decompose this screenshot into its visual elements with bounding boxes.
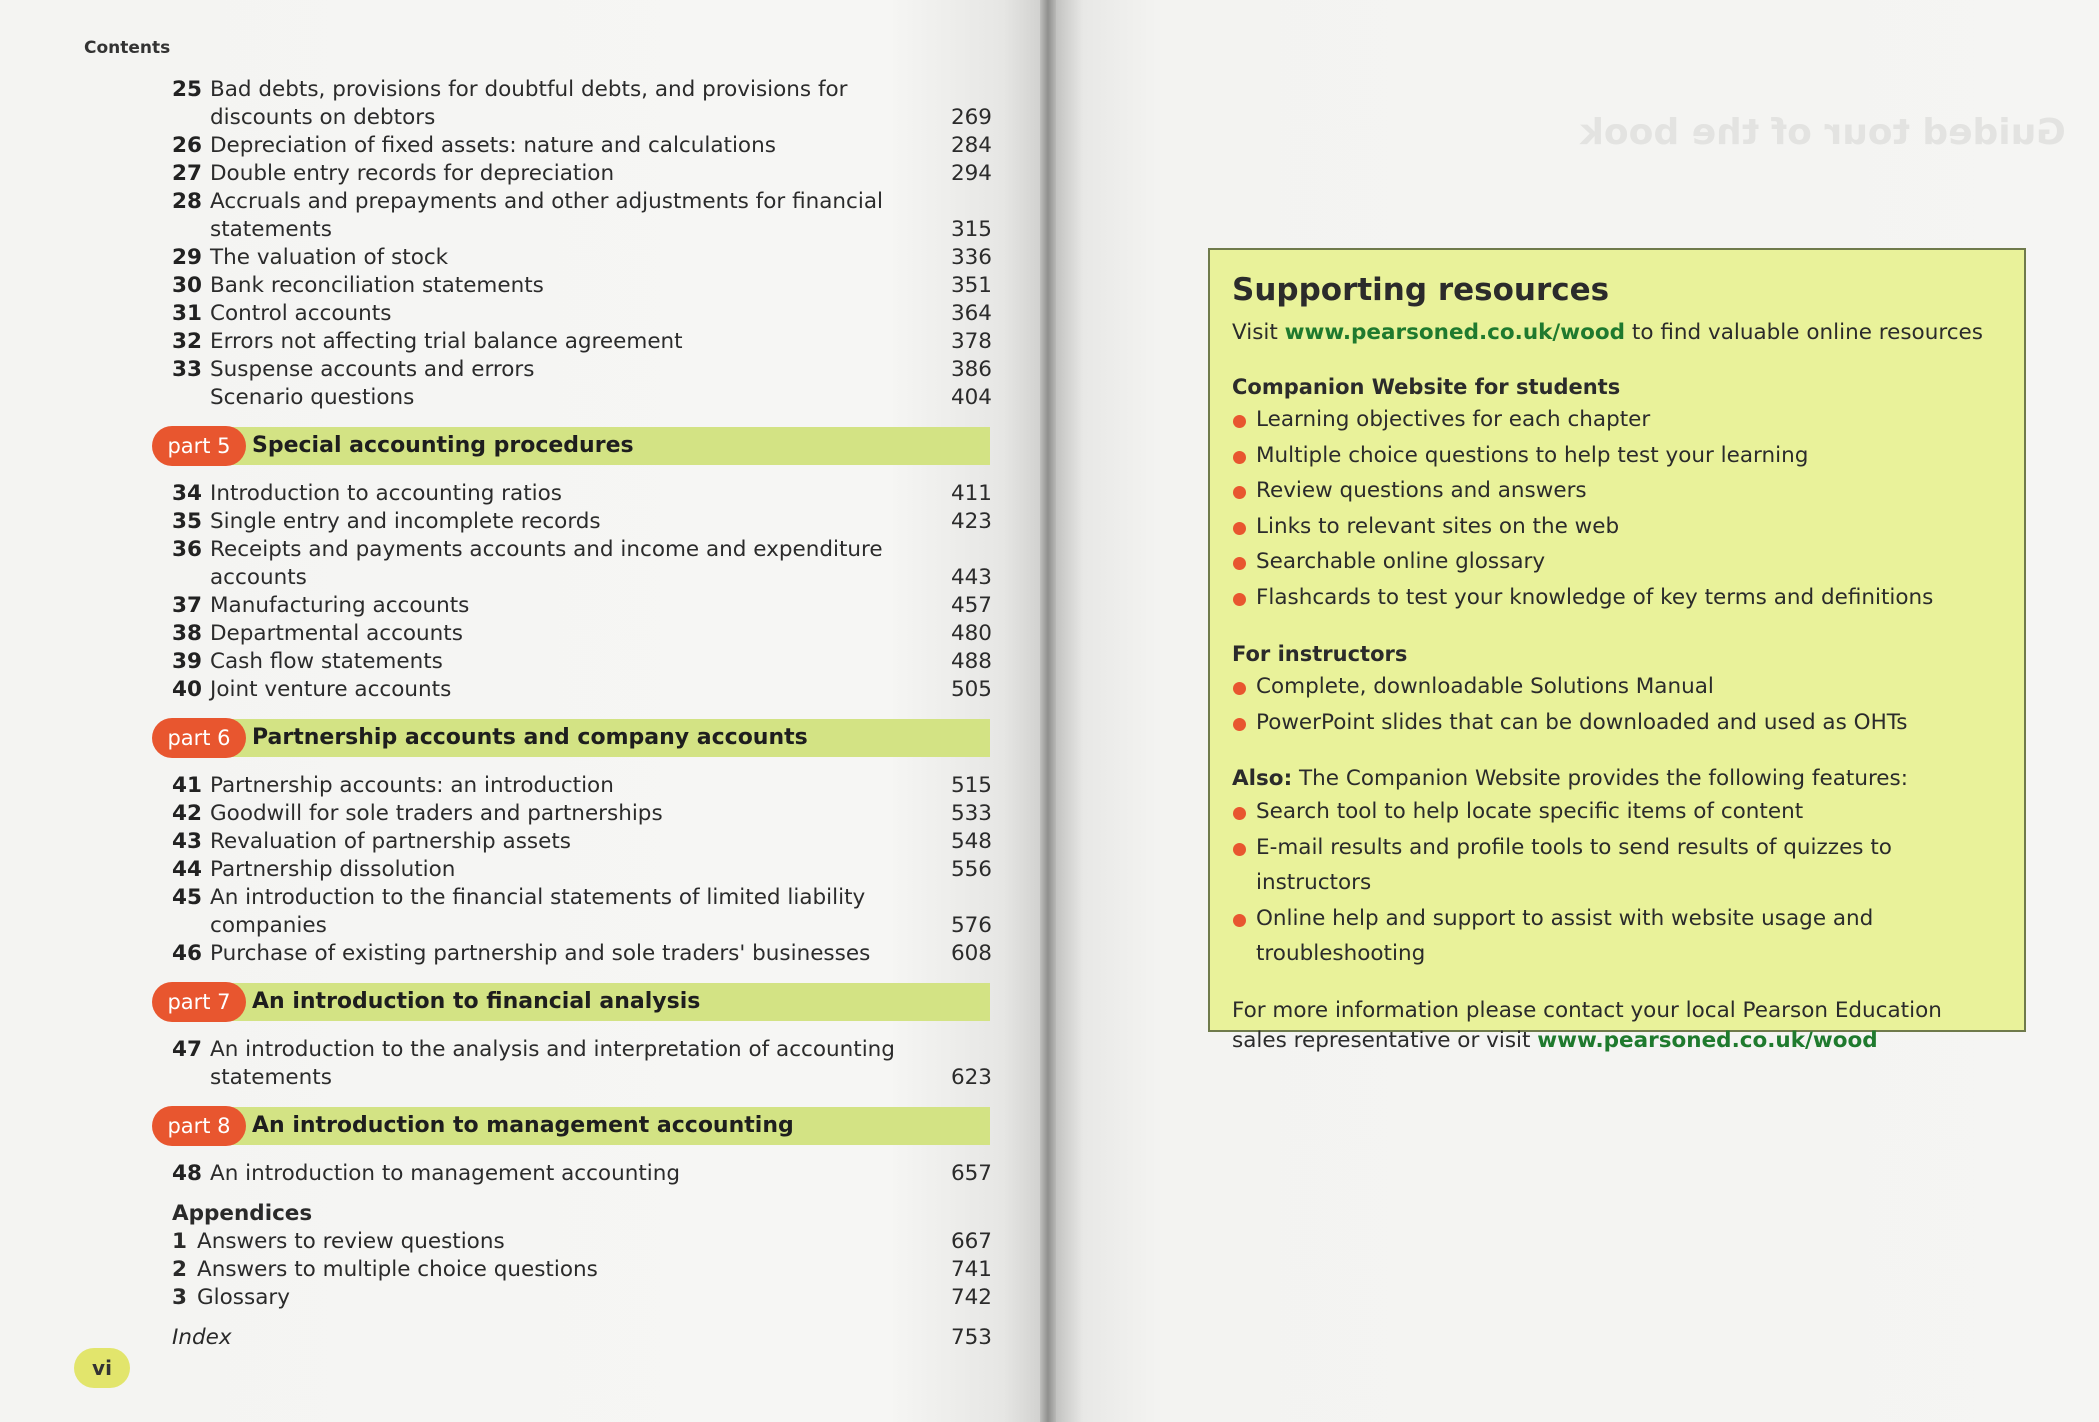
- book-gutter: [1040, 0, 1056, 1422]
- page-number: 284: [950, 133, 992, 158]
- bullet-text: Multiple choice questions to help test your learning: [1256, 442, 1809, 468]
- part-title: Special accounting procedures: [252, 433, 634, 458]
- toc-entry: [172, 300, 992, 328]
- bullet-dot-icon: [1233, 718, 1246, 731]
- chapter-number: 32: [172, 329, 202, 354]
- bullet-text: Learning objectives for each chapter: [1256, 407, 1651, 432]
- page-number: 741: [950, 1257, 992, 1282]
- toc-block-3: [172, 772, 992, 968]
- part-banner-7: [152, 982, 990, 1022]
- chapter-title: Partnership accounts: an introduction: [210, 773, 614, 798]
- bullet-text: Links to relevant sites on the web: [1256, 513, 1620, 539]
- chapter-title: Purchase of existing partnership and sole traders' businesses: [210, 941, 871, 966]
- page-number: 411: [950, 481, 992, 506]
- bullet-text: Online help and support to assist with website usage and troubleshooting: [1256, 905, 1874, 966]
- contact-paragraph: [1232, 996, 2002, 1056]
- chapter-title: Introduction to accounting ratios: [210, 481, 562, 506]
- chapter-number: 42: [172, 801, 202, 826]
- toc-entry: [172, 676, 992, 704]
- bullet-item: [1232, 580, 2002, 616]
- page-number: 548: [950, 829, 992, 854]
- page-number: 443: [950, 565, 992, 590]
- page-number: 576: [950, 913, 992, 938]
- toc-entry: [172, 272, 992, 300]
- part-title: An introduction to management accounting: [252, 1113, 794, 1138]
- page-number: 364: [950, 301, 992, 326]
- students-list: [1232, 402, 2002, 615]
- page-number: 488: [950, 649, 992, 674]
- toc-entry: [172, 856, 992, 884]
- chapter-title: Depreciation of fixed assets: nature and calculations: [210, 133, 776, 158]
- toc-entry: [172, 940, 992, 968]
- chapter-number: 36: [172, 537, 202, 562]
- bullet-item: [1232, 509, 2002, 545]
- page-number: 480: [950, 621, 992, 646]
- chapter-title: Scenario questions: [210, 385, 415, 410]
- instructors-list: [1232, 669, 2002, 740]
- page-number: 336: [950, 245, 992, 270]
- appendices-heading: Appendices: [172, 1201, 313, 1226]
- chapter-title: Single entry and incomplete records: [210, 509, 601, 534]
- chapter-title: Revaluation of partnership assets: [210, 829, 571, 854]
- bullet-dot-icon: [1233, 914, 1246, 927]
- appendix-title: Answers to multiple choice questions: [197, 1257, 598, 1282]
- bullet-dot-icon: [1233, 486, 1246, 499]
- page-number: 505: [950, 677, 992, 702]
- toc-entry: [172, 76, 992, 132]
- chapter-number: 45: [172, 885, 202, 910]
- bullet-item: [1232, 438, 2002, 474]
- chapter-title: Cash flow statements: [210, 649, 443, 674]
- chapter-number: 39: [172, 649, 202, 674]
- chapter-number: 35: [172, 509, 202, 534]
- toc-entry: [172, 356, 992, 384]
- page-number-badge: vi: [74, 1348, 130, 1388]
- chapter-title: An introduction to management accounting: [210, 1161, 681, 1186]
- chapter-title: Bad debts, provisions for doubtful debts, and provisions for discounts on debtors: [210, 77, 848, 130]
- chapter-title: Departmental accounts: [210, 621, 463, 646]
- bullet-dot-icon: [1233, 415, 1246, 428]
- bullet-text: Review questions and answers: [1256, 478, 1587, 503]
- appendix-entry: [172, 1228, 992, 1256]
- bullet-text: E-mail results and profile tools to send results of quizzes to instructors: [1256, 834, 1892, 895]
- toc-entry: [172, 244, 992, 272]
- supporting-resources-box: [1208, 248, 2026, 1053]
- chapter-number: 46: [172, 941, 202, 966]
- part-label: part 7: [152, 982, 246, 1022]
- chapter-title: An introduction to the financial statements of limited liability companies: [210, 885, 866, 938]
- chapter-number: 47: [172, 1037, 202, 1062]
- website-link[interactable]: www.pearsoned.co.uk/wood: [1284, 320, 1626, 345]
- also-line: [1232, 764, 2002, 794]
- bullet-text: Searchable online glossary: [1256, 549, 1546, 574]
- page-number: 269: [950, 105, 992, 130]
- chapter-number: 44: [172, 857, 202, 882]
- page-number: 423: [950, 509, 992, 534]
- page-number: 608: [950, 941, 992, 966]
- box-heading: Supporting resources: [1232, 272, 1610, 308]
- bullet-text: PowerPoint slides that can be downloaded and used as OHTs: [1256, 709, 1908, 735]
- chapter-number: 28: [172, 189, 202, 214]
- chapter-title: Receipts and payments accounts and income and expenditure accounts: [210, 537, 883, 590]
- toc-entry: [172, 772, 992, 800]
- chapter-number: 37: [172, 593, 202, 618]
- appendix-entry: [172, 1284, 992, 1312]
- chapter-number: 30: [172, 273, 202, 298]
- chapter-number: 31: [172, 301, 202, 326]
- page-number: 294: [950, 161, 992, 186]
- also-label: Also:: [1232, 766, 1293, 791]
- chapter-number: 33: [172, 357, 202, 382]
- bullet-item: [1232, 544, 2002, 580]
- page-number: 533: [950, 801, 992, 826]
- bullet-item: [1232, 794, 2002, 830]
- toc-entry: [172, 132, 992, 160]
- instructors-heading: For instructors: [1232, 642, 1408, 666]
- chapter-title: An introduction to the analysis and interpretation of accounting statements: [210, 1037, 895, 1090]
- features-list: [1232, 794, 2002, 972]
- part-label: part 8: [152, 1106, 246, 1146]
- toc-entry: [172, 592, 992, 620]
- page-number: 515: [950, 773, 992, 798]
- toc-entry: [172, 828, 992, 856]
- toc-entry: [172, 1160, 992, 1188]
- part-banner-6: [152, 718, 990, 758]
- toc-block-4: [172, 1036, 992, 1092]
- chapter-title: Suspense accounts and errors: [210, 357, 535, 382]
- appendix-entry: [172, 1256, 992, 1284]
- toc-entry: [172, 1036, 992, 1092]
- chapter-number: 34: [172, 481, 202, 506]
- toc-entry: [172, 648, 992, 676]
- chapter-number: 43: [172, 829, 202, 854]
- bullet-item: [1232, 705, 2002, 741]
- page-number: 556: [950, 857, 992, 882]
- appendices-list: [172, 1228, 992, 1312]
- contact-link[interactable]: www.pearsoned.co.uk/wood: [1537, 1027, 1878, 1053]
- toc-entry: [172, 800, 992, 828]
- toc-block-2: [172, 480, 992, 704]
- intro-suffix: to find valuable online resources: [1625, 320, 1983, 345]
- chapter-number: 25: [172, 77, 202, 102]
- chapter-title: Manufacturing accounts: [210, 593, 470, 618]
- appendix-title: Glossary: [197, 1285, 290, 1310]
- chapter-title: Partnership dissolution: [210, 857, 456, 882]
- toc-entry: [172, 884, 992, 940]
- bullet-item: [1232, 402, 2002, 438]
- index-title: Index: [172, 1325, 232, 1350]
- toc-entry: [172, 384, 992, 412]
- toc-entry: [172, 508, 992, 536]
- chapter-number: 38: [172, 621, 202, 646]
- toc-entry: [172, 620, 992, 648]
- toc-block-5: [172, 1160, 992, 1188]
- chapter-title: Joint venture accounts: [210, 677, 452, 702]
- chapter-title: Accruals and prepayments and other adjustments for financial statements: [210, 189, 883, 242]
- chapter-title: Goodwill for sole traders and partnerships: [210, 801, 663, 826]
- toc-block-1: [172, 76, 992, 412]
- bullet-text: Search tool to help locate specific items of content: [1256, 799, 1804, 824]
- index-entry: [172, 1324, 992, 1352]
- contact-text: For more information please contact your local Pearson Education sales representative or visit: [1232, 997, 1942, 1053]
- index-page: 753: [950, 1325, 992, 1350]
- part-banner-8: [152, 1106, 990, 1146]
- page-number: 623: [950, 1065, 992, 1090]
- part-label: part 6: [152, 718, 246, 758]
- bullet-dot-icon: [1233, 682, 1246, 695]
- chapter-title: Control accounts: [210, 301, 392, 326]
- page-number: 378: [950, 329, 992, 354]
- page-number: 404: [950, 385, 992, 410]
- bullet-dot-icon: [1233, 593, 1246, 606]
- page-number: 315: [950, 217, 992, 242]
- chapter-number: 27: [172, 161, 202, 186]
- chapter-number: 26: [172, 133, 202, 158]
- part-label: part 5: [152, 426, 246, 466]
- part-title: An introduction to financial analysis: [252, 989, 701, 1014]
- bullet-dot-icon: [1233, 843, 1246, 856]
- running-head: Contents: [84, 38, 171, 58]
- page-number: 386: [950, 357, 992, 382]
- chapter-number: 41: [172, 773, 202, 798]
- chapter-title: The valuation of stock: [210, 245, 449, 270]
- bullet-dot-icon: [1233, 451, 1246, 464]
- bullet-item: [1232, 473, 2002, 509]
- bullet-dot-icon: [1233, 522, 1246, 535]
- bullet-text: Flashcards to test your knowledge of key terms and definitions: [1256, 584, 1934, 610]
- appendix-number: 2: [172, 1257, 187, 1282]
- toc-entry: [172, 480, 992, 508]
- bullet-item: [1232, 901, 2002, 972]
- bullet-dot-icon: [1233, 807, 1246, 820]
- toc-entry: [172, 160, 992, 188]
- bullet-dot-icon: [1233, 557, 1246, 570]
- chapter-title: Double entry records for depreciation: [210, 161, 615, 186]
- page-number: 667: [950, 1229, 992, 1254]
- part-banner-5: [152, 426, 990, 466]
- chapter-number: 48: [172, 1161, 202, 1186]
- toc-entry: [172, 188, 992, 244]
- page-number: 742: [950, 1285, 992, 1310]
- box-intro: [1232, 318, 2002, 348]
- intro-prefix: Visit: [1232, 320, 1285, 345]
- part-title: Partnership accounts and company accounts: [252, 725, 808, 750]
- bullet-item: [1232, 669, 2002, 705]
- table-of-contents: [167, 76, 992, 1352]
- page-number: 457: [950, 593, 992, 618]
- toc-entry: [172, 536, 992, 592]
- bullet-item: [1232, 830, 2002, 901]
- chapter-number: 29: [172, 245, 202, 270]
- chapter-title: Bank reconciliation statements: [210, 273, 544, 298]
- also-text: The Companion Website provides the following features:: [1292, 766, 1908, 791]
- show-through-heading: Guided tour of the book: [1580, 112, 2066, 153]
- appendix-number: 3: [172, 1285, 187, 1310]
- toc-entry: [172, 328, 992, 356]
- page-number: 657: [950, 1161, 992, 1186]
- page-number: 351: [950, 273, 992, 298]
- chapter-number: 40: [172, 677, 202, 702]
- appendix-number: 1: [172, 1229, 187, 1254]
- appendix-title: Answers to review questions: [197, 1229, 505, 1254]
- chapter-title: Errors not affecting trial balance agreement: [210, 329, 683, 354]
- bullet-text: Complete, downloadable Solutions Manual: [1256, 674, 1714, 699]
- students-heading: Companion Website for students: [1232, 375, 1621, 399]
